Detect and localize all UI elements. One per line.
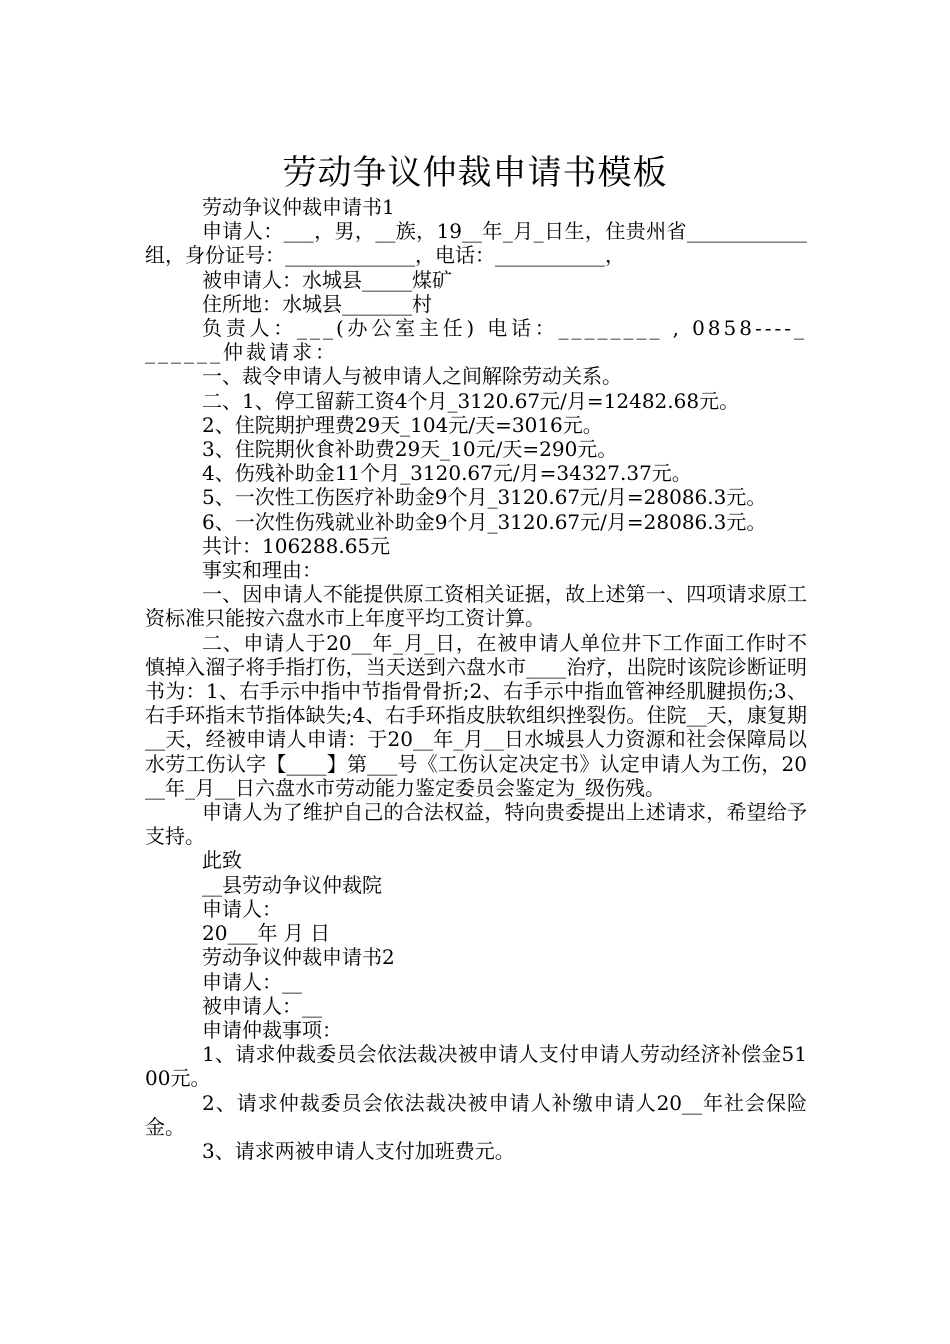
claim-item: 2、住院期护理费29天_104元/天=3016元。	[202, 412, 603, 437]
claim-item: 5、一次性工伤医疗补助金9个月_3120.67元/月=28086.3元。	[202, 485, 767, 510]
claim-item: 2、请求仲裁委员会依法裁决被申请人补缴申请人20__年社会保险金。	[145, 1090, 807, 1139]
claim-item: 二、1、停工留薪工资4个月_3120.67元/月=12482.68元。	[202, 388, 740, 413]
respondent-contact: 负责人：___(办公室主任) 电话：________ , 0858----_______仲裁请求：	[145, 316, 807, 365]
claim-total: 共计：106288.65元	[202, 533, 391, 558]
section-heading-2: 劳动争议仲裁申请书2	[202, 945, 395, 970]
claim-item: 3、请求两被申请人支付加班费元。	[202, 1138, 515, 1163]
document-title: 劳动争议仲裁申请书模板	[282, 152, 668, 193]
recipient: __县劳动争议仲裁院	[202, 872, 382, 897]
claims-heading: 申请仲裁事项：	[202, 1017, 342, 1042]
facts-heading: 事实和理由：	[202, 558, 322, 583]
respondent-info: 被申请人：水城县_____煤矿	[202, 267, 452, 292]
claim-item: 一、裁令申请人与被申请人之间解除劳动关系。	[202, 364, 622, 389]
respondent-address: 住所地：水城县_______村	[202, 291, 432, 316]
claim-item: 1、请求仲裁委员会依法裁决被申请人支付申请人劳动经济补偿金5100元。	[145, 1042, 807, 1091]
respondent-line: 被申请人：__	[202, 993, 322, 1018]
closing-paragraph: 申请人为了维护自己的合法权益，特向贵委提出上述请求，希望给予支持。	[145, 800, 807, 849]
applicant-line: 申请人：__	[202, 969, 302, 994]
salutation: 此致	[202, 848, 242, 873]
facts-paragraph: 二、申请人于20__年_月_日，在被申请人单位井下工作面工作时不慎掉入溜子将手指打伤，当天送到六盘水市____治疗，出院时该院诊断证明书为：1、右手示中指中节指骨骨折;2、右手示中指血管神经肌腱损伤;3、右手环指末节指体缺失;4、右手环指皮肤软组织挫裂伤。住院__天，康复期__天，经被申请人申请：于20__年_月__日水城县人力资源和社会保障局以水劳工伤认字【____】第___号《工伤认定决定书》认定申请人为工伤，20__年_月__日六盘水市劳动能力鉴定委员会鉴定为_级伤残。	[145, 630, 807, 800]
claim-item: 3、住院期伙食补助费29天_10元/天=290元。	[202, 437, 618, 462]
signature-line: 申请人：	[202, 896, 282, 921]
date-line: 20___年 月 日	[202, 921, 331, 946]
section-heading-1: 劳动争议仲裁申请书1	[202, 195, 395, 219]
claim-item: 4、伤残补助金11个月_3120.67元/月=34327.37元。	[202, 461, 692, 486]
claim-item: 6、一次性伤残就业补助金9个月_3120.67元/月=28086.3元。	[202, 509, 767, 534]
facts-paragraph: 一、因申请人不能提供原工资相关证据，故上述第一、四项请求原工资标准只能按六盘水市上年度平均工资计算。	[145, 582, 807, 631]
applicant-info: 申请人：___，男，__族，19__年_月_日生，住贵州省____________组，身份证号：_____________，电话：___________，	[145, 219, 807, 268]
document-body	[145, 195, 807, 1163]
